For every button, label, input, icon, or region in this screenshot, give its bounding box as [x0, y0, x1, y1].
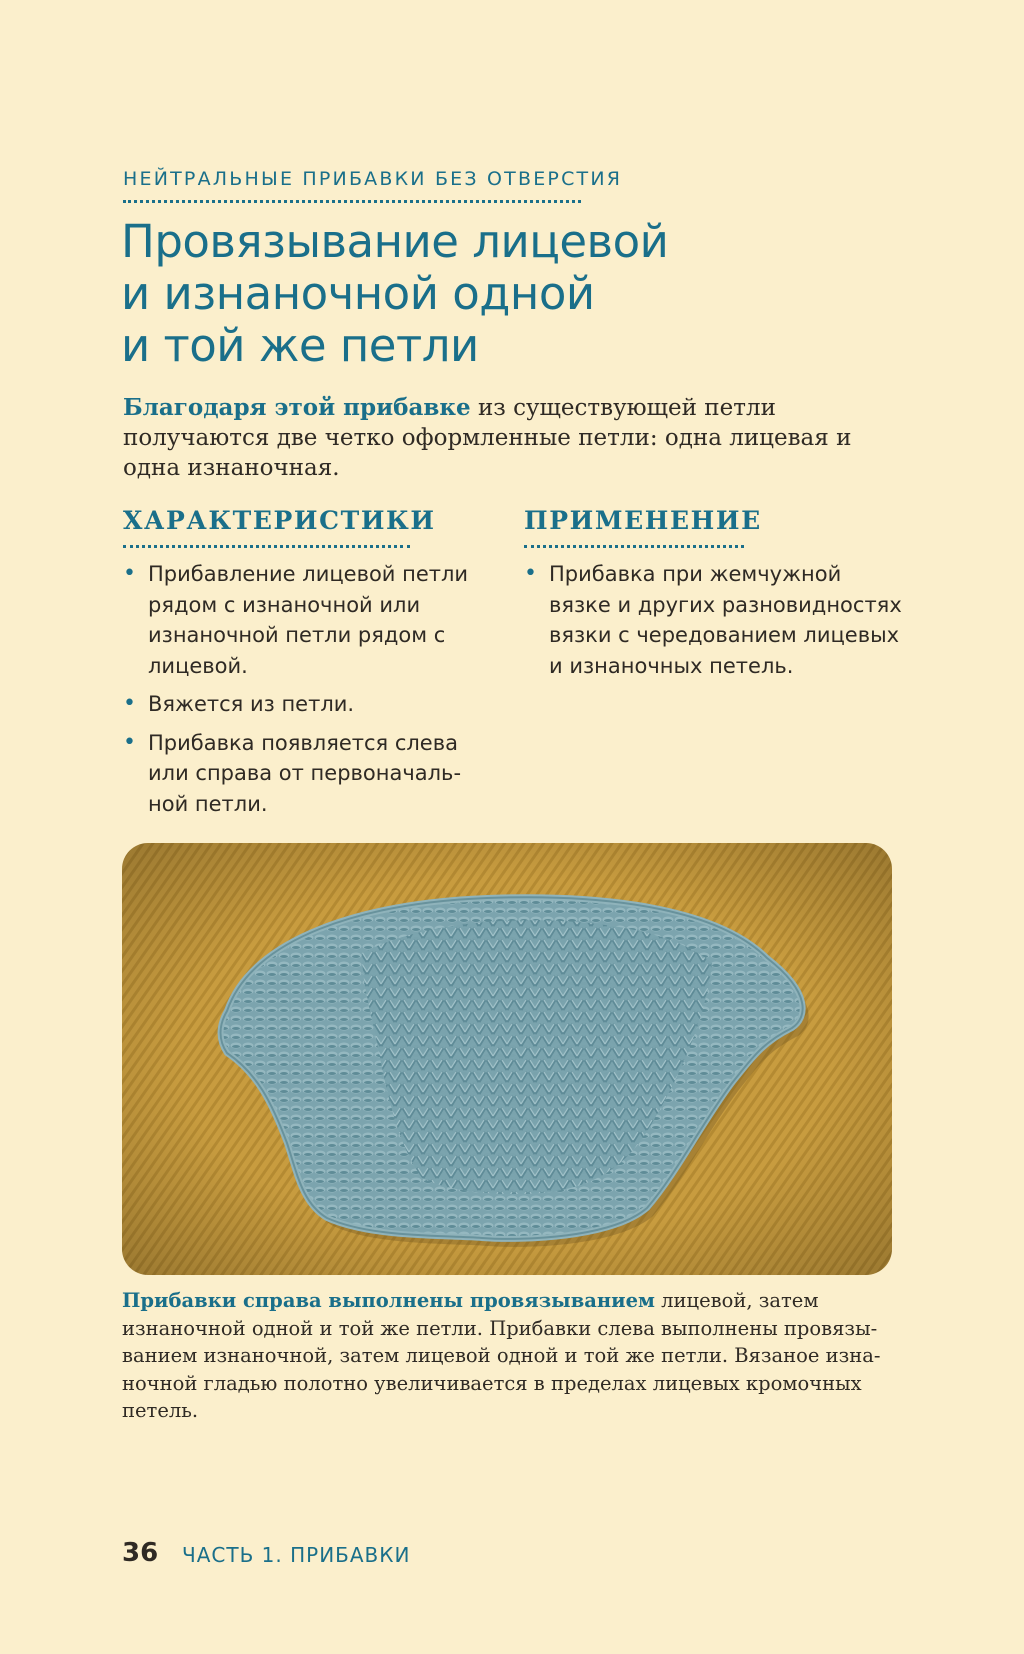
caption-text: лицевой, затем изнаночной одной и той же петли. Прибавки слева выполнены провязыванием изнаночной, затем лицевой одной и той же петли. Вязаное изнаночной гладью полотно увеличивается в пределах лицевых кромочных петель. [122, 1289, 881, 1422]
application-list [524, 559, 904, 689]
list-item: • Вяжется из петли. [123, 689, 493, 720]
list-item: • Прибавка при жемчужной вязке и других разновидностях вязки с чередованием лицевых и изнаночных петель. [524, 559, 904, 681]
list-item: • Прибавка появляется слева или справа от первоначальной петли. [123, 728, 493, 820]
characteristics-list [123, 559, 493, 827]
list-item: • Прибавление лицевой петли рядом с изнаночной или изнаночной петли рядом с лицевой. [123, 559, 493, 681]
application-divider [524, 545, 744, 548]
page-title [121, 216, 881, 372]
intro-paragraph [123, 393, 913, 483]
photo-caption [122, 1287, 892, 1425]
title-line-3: и той же петли [121, 319, 479, 372]
section-label: НЕЙТРАЛЬНЫЕ ПРИБАВКИ БЕЗ ОТВЕРСТИЯ [123, 168, 623, 190]
caption-lead: Прибавки справа выполнены провязыванием [122, 1289, 655, 1312]
application-heading: ПРИМЕНЕНИЕ [524, 506, 762, 535]
intro-lead: Благодаря этой прибавке [123, 394, 471, 421]
knitted-swatch-photo [122, 843, 892, 1275]
characteristics-divider [123, 545, 410, 548]
title-line-2: и изнаночной одной [121, 267, 595, 320]
intro-text: из существующей петли получаются две четко оформленные петли: одна лицевая и одна изнаночная. [123, 395, 852, 481]
title-line-1: Провязывание лицевой [121, 215, 669, 268]
page-number: 36 [122, 1538, 159, 1568]
running-head: ЧАСТЬ 1. ПРИБАВКИ [182, 1543, 411, 1567]
characteristics-heading: ХАРАКТЕРИСТИКИ [123, 506, 436, 535]
section-divider [123, 200, 581, 203]
